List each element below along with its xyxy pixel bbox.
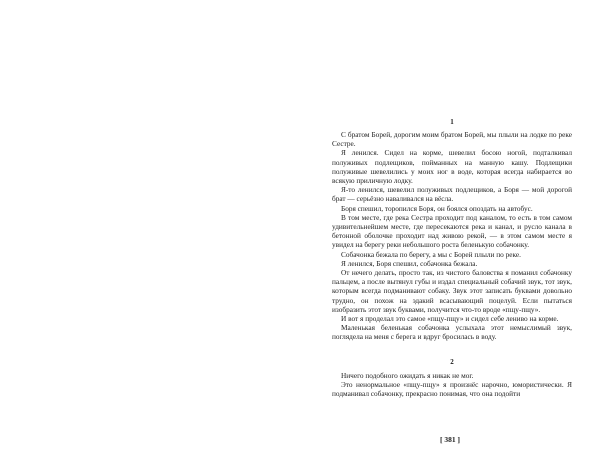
paragraph: Я-то ленился, шевелил полуживых подлещиков, а Боря — мой дорогой брат — серьёзно наваливался на вёсла. bbox=[332, 185, 572, 204]
right-page bbox=[300, 0, 600, 450]
text-block bbox=[332, 118, 572, 398]
paragraph: Маленькая беленькая собачонка услыхала этот немыслимый звук, поглядела на меня с берега и вдруг бросилась в воду. bbox=[332, 323, 572, 342]
paragraph: Это ненормальное «пщу-пщу» я произнёс нарочно, юмористически. Я подманивал собачонку, прекрасно понимая, что она подойти bbox=[332, 379, 572, 399]
paragraph: Я ленился, Боря спешил, собачонка бежала. bbox=[341, 258, 478, 268]
paragraph: Ничего подобного ожидать я никак не мог. bbox=[341, 370, 474, 380]
paragraph: От нечего делать, просто так, из чистого баловства я поманил собачонку пальцем, а после вытянул губы и издал специальный собачий звук, тот звук, которым всегда подманивают собаку. Звук этот записать буквами довольно трудно, он похож на эдакий всасывающий поцелуй. Если пытаться изобразить этот звук буквами, получится что-то вроде «пщу-пщу». bbox=[332, 268, 572, 314]
paragraph: Боря спешил, торопился Боря, он боялся опоздать на автобус. bbox=[341, 203, 533, 213]
chapter-number: 1 bbox=[450, 118, 454, 126]
paragraph: Я ленился. Сидел на корме, шевелил босою ногой, подталкивал полуживых подлещиков, пойманных на манную кашу. Подлещики полуживые шевелились у моих ног в воде, которая всегда набирается во всякую приличную лодку. bbox=[332, 148, 572, 186]
paragraph: Собачонка бежала по берегу, а мы с Борей плыли по реке. bbox=[341, 249, 521, 259]
paragraph: И вот я проделал это самое «пщу-пщу» и сидел себе лениво на корме. bbox=[341, 314, 559, 324]
page-number: [ 381 ] bbox=[440, 435, 460, 444]
paragraph: В том месте, где река Сестра проходит под каналом, то есть в том самом удивительнейшем месте, где пересекаются река и канал, и русло канала в бетонной оболочке проходит над живою рекой, — в этом самом месте я увидел на берегу реки небольшого роста беленькую собачонку. bbox=[332, 212, 572, 250]
chapter-number: 2 bbox=[450, 357, 454, 366]
paragraph: С братом Борей, дорогим моим братом Борей, мы плыли на лодке по реке Сестре. bbox=[332, 130, 572, 149]
